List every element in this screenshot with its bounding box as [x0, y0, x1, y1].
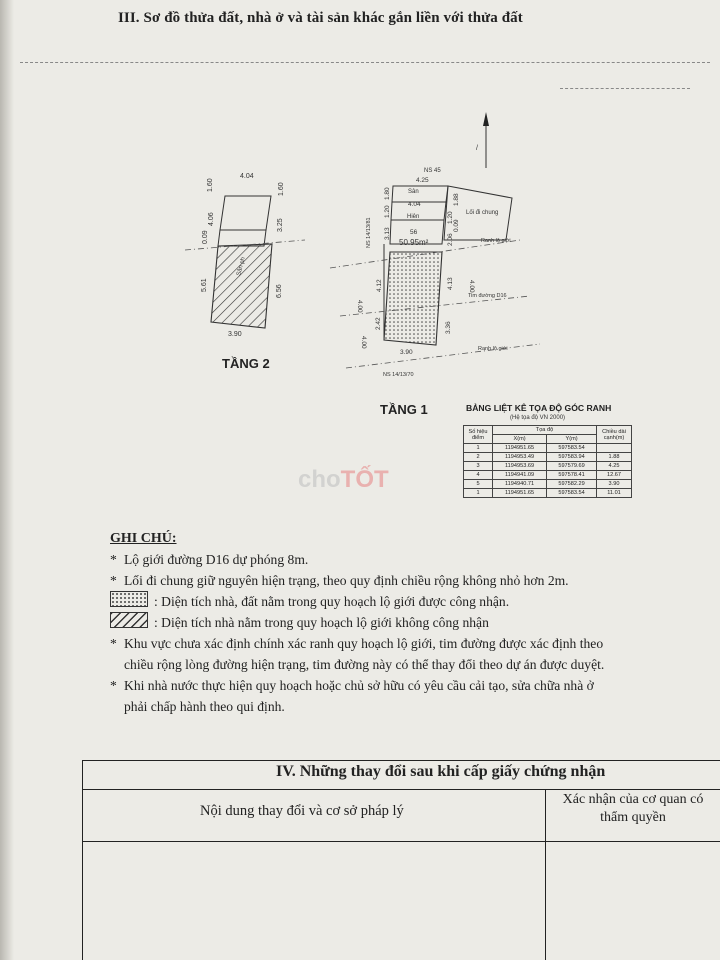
watermark-part-b: TỐT — [340, 466, 389, 493]
changes-col-confirm-header — [546, 789, 720, 842]
f1-ns-top: NS 45 — [424, 168, 441, 174]
f2-dim-right-top: 1.60 — [278, 182, 285, 196]
note-text: phải chấp hành theo qui định. — [124, 699, 285, 714]
north-arrow-icon — [476, 112, 489, 168]
coord-x: 1194953.69 — [493, 462, 547, 471]
col-confirm-label: Xác nhận của cơ quan có thẩm quyền — [562, 792, 704, 825]
f1-side-left2: 4.00 — [360, 336, 367, 349]
note-text: Lộ giới đường D16 dự phóng 8m. — [124, 552, 309, 567]
coord-y: 597583.54 — [547, 489, 597, 498]
changes-col-content-header — [83, 789, 546, 842]
note-item — [110, 633, 710, 654]
f1-ns-left: NS 14/13/81 — [366, 217, 372, 248]
f2-dim-left-bottom: 5.61 — [201, 278, 208, 292]
f1-parcel-no: 56 — [410, 229, 418, 236]
watermark-logo — [298, 466, 389, 494]
changes-col-divider — [545, 841, 546, 960]
note-item — [110, 675, 710, 696]
f1-dim-right-d: 2.06 — [447, 233, 454, 246]
changes-table-title-row — [83, 761, 720, 790]
f2-dim-right-mid: 3.25 — [277, 218, 284, 232]
coord-header-x: X(m) — [493, 435, 547, 444]
f1-dim-right-e: 4.13 — [447, 277, 454, 290]
note-text: Khu vực chưa xác định chính xác ranh quy hoạch lộ giới, tim đường được xác định theo — [124, 636, 604, 651]
f1-porch: Hiên — [407, 214, 420, 220]
section3-title: III. Sơ đồ thửa đất, nhà ở và tài sản khác gắn liền với thửa đất — [118, 10, 523, 26]
f1-dim-left-e: 2.42 — [375, 317, 382, 330]
dotted-legend-icon — [110, 591, 148, 607]
f2-dim-left-top: 1.60 — [207, 178, 214, 192]
coord-len: 4.25 — [597, 462, 632, 471]
coord-table-subtitle: (Hệ tọa độ VN 2000) — [510, 415, 566, 421]
table-row — [464, 444, 632, 453]
coord-header-length: Chiều dài cạnh(m) — [597, 426, 632, 444]
f2-dim-right-bottom: 6.56 — [276, 284, 283, 298]
table-row — [464, 462, 632, 471]
note-item — [110, 570, 710, 591]
note-bullet: * — [110, 573, 117, 588]
coord-header-y: Y(m) — [547, 435, 597, 444]
coord-point: 1 — [464, 489, 493, 498]
f1-area: 50.95m² — [399, 238, 429, 247]
legend-item-hatched — [110, 612, 710, 633]
col-content-label: Nội dung thay đổi và cơ sở pháp lý — [200, 803, 404, 819]
note-bullet: * — [110, 636, 117, 651]
coord-point: 1 — [464, 444, 493, 453]
f1-side-right: 4.00 — [468, 280, 475, 293]
f1-dim-top: 4.25 — [416, 177, 429, 184]
note-item-cont — [110, 696, 710, 717]
coord-y: 597579.69 — [547, 462, 597, 471]
coord-point: 4 — [464, 471, 493, 480]
f1-yard: Sân — [408, 189, 419, 195]
table-row — [464, 471, 632, 480]
note-text: Lối đi chung giữ nguyên hiện trạng, theo quy định chiều rộng không nhỏ hơn 2m. — [124, 573, 569, 588]
legend-text: : Diện tích nhà, đất nằm trong quy hoạch lộ giới được công nhận. — [154, 594, 510, 609]
floor1-label: TẦNG 1 — [380, 402, 428, 417]
notes-section — [110, 528, 710, 717]
coord-len: 3.90 — [597, 480, 632, 489]
f1-boundary-top: Ranh lộ giới — [481, 238, 511, 244]
coord-x: 1194940.71 — [493, 480, 547, 489]
changes-table — [82, 760, 720, 960]
coord-header-point: Số hiệu điểm — [464, 426, 493, 444]
coord-x: 1194941.09 — [493, 471, 547, 480]
f2-hatched-label: Sân ph — [236, 256, 247, 277]
f2-dim-bottom: 3.90 — [228, 331, 242, 338]
note-bullet: * — [110, 678, 117, 693]
coord-y: 597578.41 — [547, 471, 597, 480]
coord-header-coord: Tọa độ — [493, 426, 597, 435]
f1-road-center: Tim đường D16 — [468, 293, 507, 299]
f1-dim-left-d: 4.12 — [376, 279, 383, 292]
f2-dim-top: 4.04 — [240, 173, 254, 180]
coord-point: 2 — [464, 453, 493, 462]
coord-len: 1.88 — [597, 453, 632, 462]
coord-y: 597583.94 — [547, 453, 597, 462]
table-row — [464, 453, 632, 462]
note-bullet: * — [110, 552, 117, 567]
f1-dim-left-b: 1.20 — [384, 205, 391, 218]
f1-dim-right-b: 1.20 — [447, 211, 454, 224]
coord-x: 1194951.65 — [493, 444, 547, 453]
legend-item-dotted — [110, 591, 710, 612]
coord-y: 597582.29 — [547, 480, 597, 489]
note-text: Khi nhà nước thực hiện quy hoạch hoặc chủ sở hữu có yêu cầu cải tạo, sửa chữa nhà ở — [124, 678, 594, 693]
coord-point: 5 — [464, 480, 493, 489]
coord-point: 3 — [464, 462, 493, 471]
f1-dim-right-a: 1.88 — [453, 193, 460, 206]
f1-dim-right-f: 3.36 — [445, 321, 452, 334]
coord-x: 1194951.65 — [493, 489, 547, 498]
f2-dim-left-small: 0.09 — [202, 230, 209, 244]
coord-x: 1194953.49 — [493, 453, 547, 462]
coordinate-table — [463, 425, 632, 498]
coord-len: 12.67 — [597, 471, 632, 480]
section4-title: IV. Những thay đổi sau khi cấp giấy chứng nhận — [276, 763, 606, 780]
coord-table-title: BẢNG LIỆT KÊ TỌA ĐỘ GÓC RANH — [466, 403, 612, 413]
coord-len: 11.01 — [597, 489, 632, 498]
f1-dim-bottom: 3.90 — [400, 349, 413, 356]
coord-y: 597583.54 — [547, 444, 597, 453]
table-row — [464, 480, 632, 489]
f1-dim-left-c: 3.13 — [384, 227, 391, 240]
f2-dim-inner: 4.06 — [208, 212, 215, 226]
svg-text:/: / — [476, 145, 478, 152]
watermark-part-a: cho — [298, 466, 341, 493]
hatched-legend-icon — [110, 612, 148, 628]
f1-boundary-bottom: Ranh lộ giới — [478, 346, 508, 352]
note-text: chiều rộng lòng đường hiện trạng, tim đường này có thể thay đổi theo dự án được duyệt. — [124, 657, 605, 672]
notes-heading: GHI CHÚ: — [110, 531, 177, 546]
f1-dim-right-c: 0.09 — [453, 219, 460, 232]
f1-common-path: Lối đi chung — [466, 210, 499, 216]
table-row — [464, 489, 632, 498]
f1-yard-w: 4.04 — [408, 201, 421, 208]
floor2-label: TẦNG 2 — [222, 356, 270, 371]
f1-dim-left-a: 1.80 — [384, 187, 391, 200]
note-item-cont — [110, 654, 710, 675]
f1-side-left: 4.00 — [356, 300, 363, 313]
legend-text: : Diện tích nhà nằm trong quy hoạch lộ giới không công nhận — [154, 615, 489, 630]
f1-ns-bottom: NS 14/13/70 — [383, 372, 414, 378]
coord-len — [597, 444, 632, 453]
note-item — [110, 549, 710, 570]
